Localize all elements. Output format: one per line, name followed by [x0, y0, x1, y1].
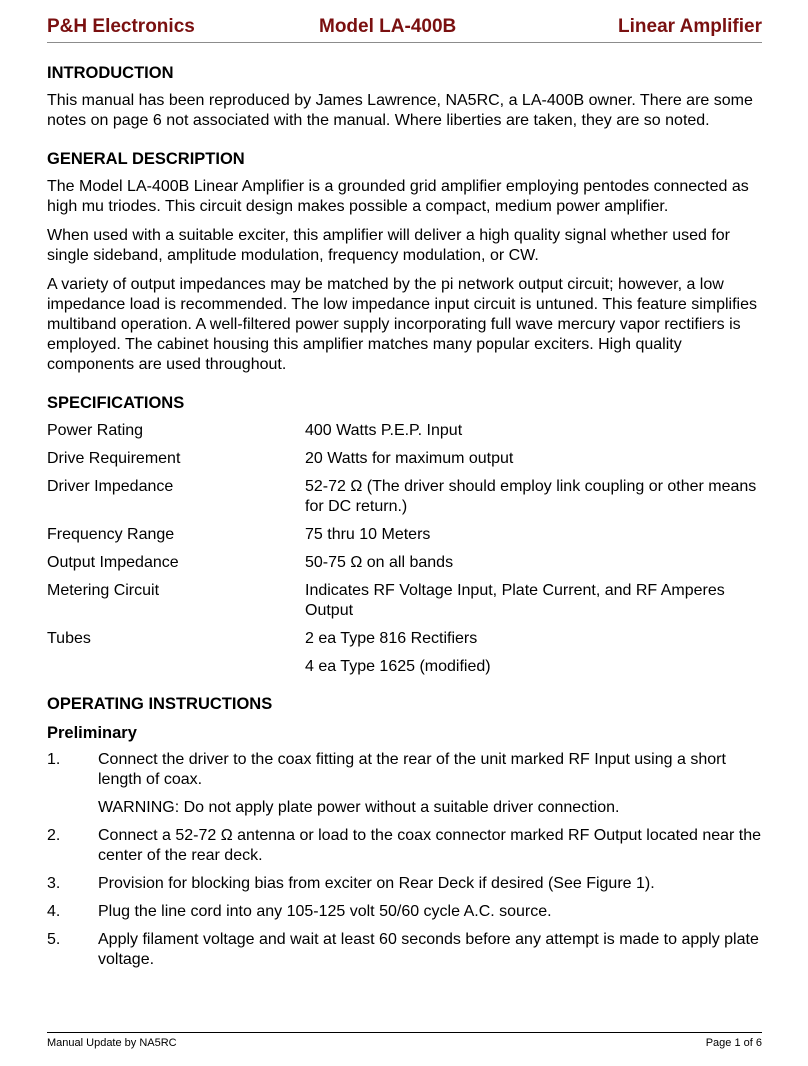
spec-value: 52-72 Ω (The driver should employ link coupling or other means for DC return.) [305, 478, 757, 515]
spec-value: 400 Watts P.E.P. Input [305, 422, 463, 439]
step-text: Connect the driver to the coax fitting at the rear of the unit marked RF Input using a short length of coax. [98, 751, 726, 788]
list-item [47, 750, 762, 790]
spec-row [47, 525, 762, 545]
spec-row [47, 581, 762, 621]
page-number: Page 1 of 6 [705, 1037, 762, 1049]
model-name: Model LA-400B [319, 16, 457, 37]
preliminary-subheading: Preliminary [47, 724, 137, 742]
operating-instructions-heading: OPERATING INSTRUCTIONS [47, 695, 273, 713]
list-item [47, 826, 762, 866]
step-text: Connect a 52-72 Ω antenna or load to the coax connector marked RF Output located near the center of the rear deck. [98, 827, 762, 864]
spec-value: 20 Watts for maximum output [305, 450, 514, 467]
warning-note: WARNING: Do not apply plate power without a suitable driver connection. [98, 799, 620, 816]
step-number: 2. [47, 827, 61, 844]
step-number: 5. [47, 931, 61, 948]
step-text: Apply filament voltage and wait at least 60 seconds before any attempt is made to apply plate voltage. [98, 931, 759, 968]
spec-label: Drive Requirement [47, 450, 181, 467]
list-item [47, 930, 762, 970]
document-body [47, 62, 762, 978]
spec-label: Power Rating [47, 422, 144, 439]
page-footer [47, 1032, 762, 1049]
spec-value: Indicates RF Voltage Input, Plate Current, and RF Amperes Output [305, 582, 725, 619]
step-number: 4. [47, 903, 61, 920]
spec-row [47, 629, 762, 649]
spec-row [47, 477, 762, 517]
page-header [47, 14, 762, 43]
spec-row [47, 657, 762, 677]
general-paragraph: When used with a suitable exciter, this amplifier will deliver a high quality signal whether used for single sideband, amplitude modulation, frequency modulation, or CW. [47, 227, 731, 264]
spec-row [47, 449, 762, 469]
spec-value: 50-75 Ω on all bands [305, 554, 454, 571]
step-number: 3. [47, 875, 61, 892]
general-paragraph: A variety of output impedances may be matched by the pi network output circuit; however, a low impedance load is recommended. The low impedance input circuit is untuned. This feature simplifies multiband operation. A well-filtered power supply incorporating full wave mercury vapor rectifiers is employed. The cabinet housing this amplifier matches many popular exciters. High quality components are used throughout. [47, 276, 757, 373]
introduction-heading: INTRODUCTION [47, 64, 174, 82]
general-description-heading: GENERAL DESCRIPTION [47, 150, 245, 168]
product-type: Linear Amplifier [618, 16, 762, 37]
spec-label [47, 657, 305, 677]
spec-label: Output Impedance [47, 554, 179, 571]
spec-row [47, 553, 762, 573]
spec-label: Driver Impedance [47, 478, 174, 495]
spec-value: 75 thru 10 Meters [305, 526, 431, 543]
spec-label: Metering Circuit [47, 582, 160, 599]
list-item [47, 902, 762, 922]
step-text: Provision for blocking bias from exciter on Rear Deck if desired (See Figure 1). [98, 875, 655, 892]
list-item [47, 874, 762, 894]
specifications-heading: SPECIFICATIONS [47, 394, 185, 412]
spec-label: Tubes [47, 630, 91, 647]
step-number: 1. [47, 751, 61, 768]
company-name: P&H Electronics [47, 16, 195, 37]
general-paragraph: The Model LA-400B Linear Amplifier is a grounded grid amplifier employing pentodes connected as high mu triodes. This circuit design makes possible a compact, medium power amplifier. [47, 178, 749, 215]
footer-credit: Manual Update by NA5RC [47, 1037, 177, 1049]
spec-value: 2 ea Type 816 Rectifiers [305, 630, 478, 647]
step-text: Plug the line cord into any 105-125 volt 50/60 cycle A.C. source. [98, 903, 552, 920]
spec-row [47, 421, 762, 441]
spec-label: Frequency Range [47, 526, 175, 543]
spec-value: 4 ea Type 1625 (modified) [305, 658, 491, 675]
introduction-text: This manual has been reproduced by James Lawrence, NA5RC, a LA-400B owner. There are some notes on page 6 not associated with the manual. Where liberties are taken, they are so noted. [47, 92, 753, 129]
